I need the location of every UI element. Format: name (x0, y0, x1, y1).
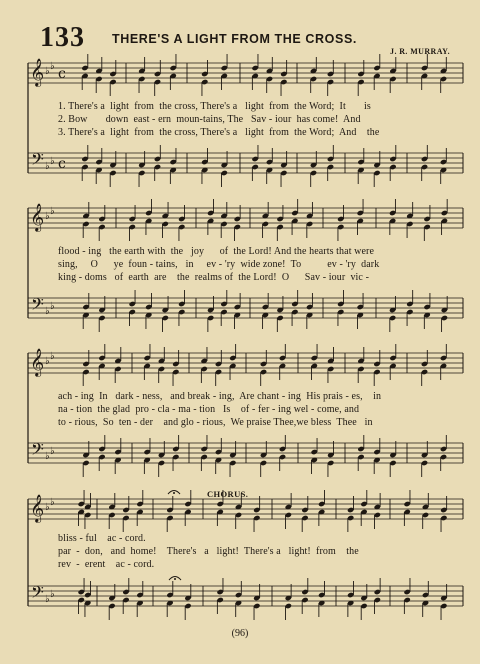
lyric-line-s1-v3: 3. There's a light from the cross, There's a light from the Word; And the (58, 127, 380, 138)
time-signature: c (58, 66, 66, 82)
bass-clef: 𝄢 (31, 149, 44, 173)
bass-clef: 𝄢 (31, 582, 44, 606)
key-flat: ♭ (45, 451, 50, 462)
key-flat: ♭ (45, 161, 50, 172)
fermata-dot (173, 492, 175, 494)
lyric-line-s3-v3: to - rious, So ten - der and glo - rious, We praise Thee,we bless Thee in (58, 417, 373, 428)
page-number: (96) (231, 628, 249, 639)
hymn-title: THERE'S A LIGHT FROM THE CROSS. (112, 32, 357, 46)
key-flat: ♭ (50, 497, 55, 508)
hymn-number: 133 (40, 22, 85, 53)
hymn-author: J. R. MURRAY. (390, 47, 450, 56)
key-flat: ♭ (45, 66, 50, 77)
lyric-line-s3-v1: ach - ing In dark - ness, and break - ing, Are chant - ing His prais - es, in (58, 391, 382, 402)
key-flat: ♭ (50, 589, 55, 600)
lyric-line-s2-v2: sing, O ye foun - tains, in ev - 'ry wide zone! To ev - 'ry dark (58, 259, 380, 270)
bass-clef: 𝄢 (31, 294, 44, 318)
key-flat: ♭ (50, 156, 55, 167)
lyric-line-s3-v2: na - tion the glad pro - cla - ma - tion Is of - fer - ing wel - come, and (58, 404, 360, 415)
lyric-line-s1-v1: 1. There's a light from the cross, There's a light from the Word; It is (58, 101, 371, 112)
lyric-line-s2-v3: king - doms of earth are the realms of the Lord! O Sav - iour vic - (58, 272, 369, 283)
key-flat: ♭ (50, 61, 55, 72)
key-flat: ♭ (45, 502, 50, 513)
treble-clef: 𝄞 (30, 494, 45, 522)
time-signature: c (58, 156, 66, 172)
bass-clef: 𝄢 (31, 439, 44, 463)
lyric-line-s2-v1: flood - ing the earth with the joy of the Lord! And the hearts that were (58, 246, 374, 257)
lyric-line-s1-v2: 2. Bow down east - ern moun-tains, The Sav - iour has come! And (58, 114, 361, 125)
chorus-label: CHORUS. (207, 489, 249, 499)
key-flat: ♭ (45, 594, 50, 605)
key-flat: ♭ (50, 446, 55, 457)
lyric-line-s4-v1: bliss - ful ac - cord. (58, 533, 146, 544)
fermata-dot (174, 578, 176, 580)
treble-clef: 𝄞 (30, 348, 45, 376)
lyric-line-s4-v3: rev - erent ac - cord. (58, 559, 155, 570)
lyric-line-s4-v2: par - don, and home! There's a light! There's a light! from the (58, 546, 359, 557)
key-flat: ♭ (50, 301, 55, 312)
key-flat: ♭ (45, 306, 50, 317)
key-flat: ♭ (50, 351, 55, 362)
key-flat: ♭ (50, 206, 55, 217)
treble-clef: 𝄞 (30, 58, 45, 86)
treble-clef: 𝄞 (30, 203, 45, 231)
key-flat: ♭ (45, 211, 50, 222)
key-flat: ♭ (45, 356, 50, 367)
